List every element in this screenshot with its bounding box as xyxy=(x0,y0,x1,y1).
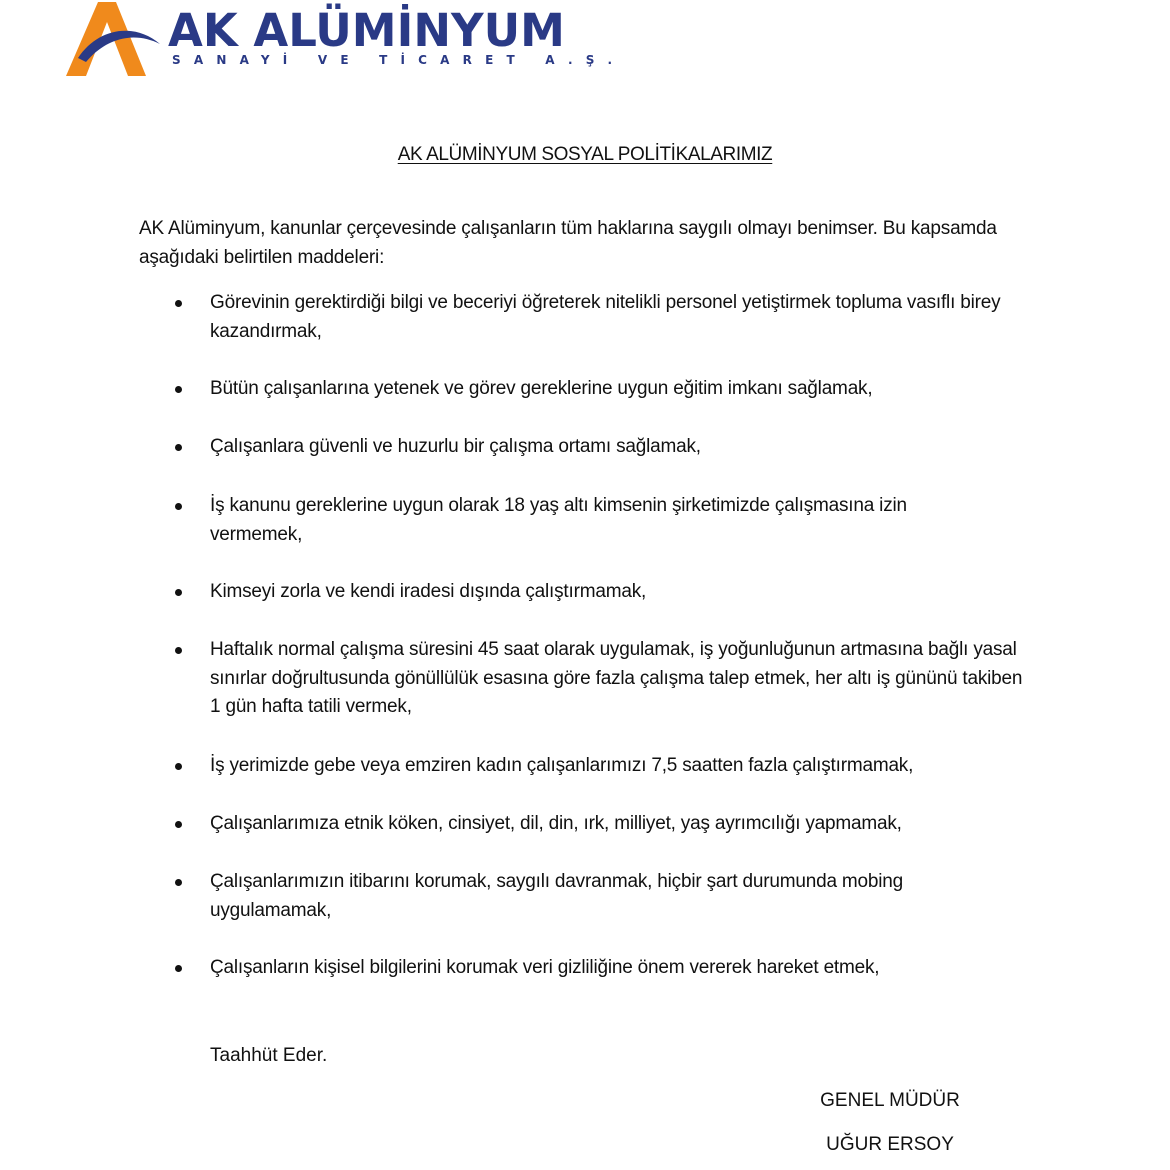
list-item xyxy=(210,954,1050,983)
bullet-icon xyxy=(175,300,182,307)
list-item-text: Haftalık normal çalışma süresini 45 saat olarak uygulamak, iş yoğunluğunun artmasına bağlı yasal sınırlar doğrultusunda gönüllülük esasına göre fazla çalışma talep etmek, her altı iş gününü takiben 1 gün hafta tatili vermek, xyxy=(210,639,1023,717)
list-item-text: Çalışanlarımızın itibarını korumak, saygılı davranmak, hiçbir şart durumunda mobing uygulamamak, xyxy=(210,871,904,921)
bullet-icon xyxy=(175,879,182,886)
company-logo xyxy=(64,0,626,80)
intro-paragraph: AK Alüminyum, kanunlar çerçevesinde çalışanların tüm haklarına saygılı olmayı benimser. Bu kapsamda aşağıdaki belirtilen maddeleri: xyxy=(139,218,997,268)
bullet-icon xyxy=(175,821,182,828)
document-title: AK ALÜMİNYUM SOSYAL POLİTİKALARIMIZ xyxy=(397,144,773,165)
bullet-icon xyxy=(175,965,182,972)
list-item-text: İş yerimizde gebe veya emziren kadın çalışanlarımızı 7,5 saatten fazla çalıştırmamak, xyxy=(210,755,914,776)
company-name: AK ALÜMİNYUM xyxy=(168,4,565,57)
bullet-icon xyxy=(175,444,182,451)
list-item-text: Kimseyi zorla ve kendi iradesi dışında çalıştırmamak, xyxy=(210,581,647,602)
bullet-icon xyxy=(175,503,182,510)
bullet-icon xyxy=(175,763,182,770)
ak-triangle-swoosh-logo-icon xyxy=(64,0,164,80)
list-item xyxy=(210,810,1050,839)
signature-name: UĞUR ERSOY xyxy=(826,1134,954,1155)
list-item xyxy=(210,868,970,925)
list-item-text: Görevinin gerektirdiği bilgi ve beceriyi öğreterek nitelikli personel yetiştirmek topluma vasıflı birey kazandırmak, xyxy=(210,292,1001,342)
list-item xyxy=(210,375,1050,404)
list-item-text: Çalışanların kişisel bilgilerini korumak veri gizliliğine önem vererek hareket etmek, xyxy=(210,957,880,978)
list-item-text: İş kanunu gereklerine uygun olarak 18 yaş altı kimsenin şirketimizde çalışmasına izin vermemek, xyxy=(210,495,907,545)
list-item xyxy=(210,752,1050,781)
list-item xyxy=(210,492,970,549)
closing-statement: Taahhüt Eder. xyxy=(210,1045,328,1066)
list-item xyxy=(210,289,1050,346)
list-item-text: Çalışanlarımıza etnik köken, cinsiyet, dil, din, ırk, milliyet, yaş ayrımcılığı yapmamak, xyxy=(210,813,902,834)
signature-title: GENEL MÜDÜR xyxy=(820,1090,960,1111)
list-item-text: Çalışanlara güvenli ve huzurlu bir çalışma ortamı sağlamak, xyxy=(210,436,701,457)
bullet-icon xyxy=(175,386,182,393)
bullet-icon xyxy=(175,589,182,596)
list-item xyxy=(210,433,1050,462)
company-subtitle: SANAYİ VE TİCARET A.Ş. xyxy=(172,53,626,67)
list-item xyxy=(210,578,1050,607)
list-item-text: Bütün çalışanlarına yetenek ve görev gereklerine uygun eğitim imkanı sağlamak, xyxy=(210,378,873,399)
list-item xyxy=(210,636,1025,722)
bullet-icon xyxy=(175,647,182,654)
